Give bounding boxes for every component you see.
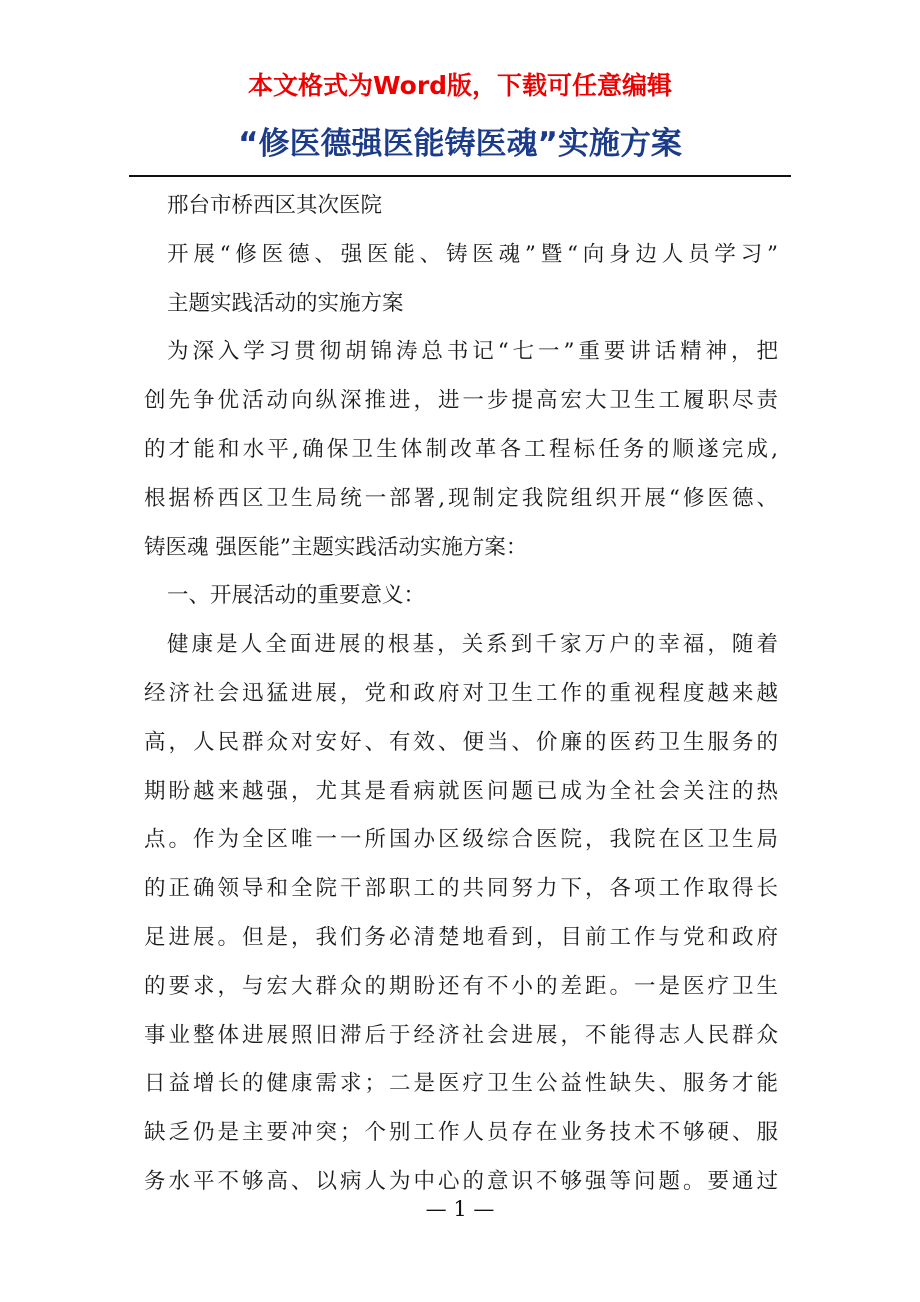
paragraph-line: 根据桥西区卫生局统一部署,现制定我院组织开展“修医德、 bbox=[144, 485, 778, 511]
document-title: “修医德强医能铸医魂”实施方案 bbox=[238, 126, 682, 162]
title-divider bbox=[129, 175, 791, 177]
paragraph-line: 点。作为全区唯一一所国办区级综合医院，我院在区卫生局 bbox=[144, 827, 778, 853]
paragraph-line: 为深入学习贯彻胡锦涛总书记“七一”重要讲话精神，把 bbox=[167, 339, 778, 365]
paragraph-line: 的才能和水平,确保卫生体制改革各工程标任务的顺遂完成, bbox=[144, 436, 778, 462]
paragraph-line: 的正确领导和全院干部职工的共同努力下，各项工作取得长 bbox=[144, 876, 778, 902]
paragraph-line: 足进展。但是，我们务必清楚地看到，目前工作与党和政府 bbox=[144, 924, 778, 950]
format-notice-banner: 本文格式为Word版，下载可任意编辑 bbox=[247, 71, 673, 100]
paragraph-line: 高，人民群众对安好、有效、便当、价廉的医药卫生服务的 bbox=[144, 729, 778, 755]
paragraph-line: 缺乏仍是主要冲突；个别工作人员存在业务技术不够硬、服 bbox=[144, 1120, 778, 1146]
paragraph-line: 日益增长的健康需求；二是医疗卫生公益性缺失、服务才能 bbox=[144, 1071, 778, 1097]
paragraph-line: 铸医魂 强医能”主题实践活动实施方案： bbox=[144, 534, 528, 560]
paragraph-line: 期盼越来越强，尤其是看病就医问题已成为全社会关注的热 bbox=[144, 778, 778, 804]
paragraph-line: 创先争优活动向纵深推进，进一步提高宏大卫生工履职尽责 bbox=[144, 388, 778, 414]
page-number: — 1 — bbox=[425, 1197, 495, 1221]
section-heading: 一、开展活动的重要意义： bbox=[167, 583, 426, 609]
document-body bbox=[144, 182, 778, 1207]
paragraph-line: 的要求，与宏大群众的期盼还有不小的差距。一是医疗卫生 bbox=[144, 973, 778, 999]
paragraph-line: 健康是人全面进展的根基，关系到千家万户的幸福，随着 bbox=[167, 632, 778, 658]
hospital-name-line: 邢台市桥西区其次医院 bbox=[167, 193, 383, 218]
paragraph-line: 经济社会迅猛进展，党和政府对卫生工作的重视程度越来越 bbox=[144, 680, 778, 706]
paragraph-line: 务水平不够高、以病人为中心的意识不够强等问题。要通过 bbox=[144, 1168, 778, 1194]
subtitle-line-2: 主题实践活动的实施方案 bbox=[167, 290, 404, 316]
paragraph-line: 事业整体进展照旧滞后于经济社会进展，不能得志人民群众 bbox=[144, 1022, 778, 1048]
subtitle-line-1: 开展“修医德、强医能、铸医魂”暨“向身边人员学习” bbox=[167, 241, 778, 267]
